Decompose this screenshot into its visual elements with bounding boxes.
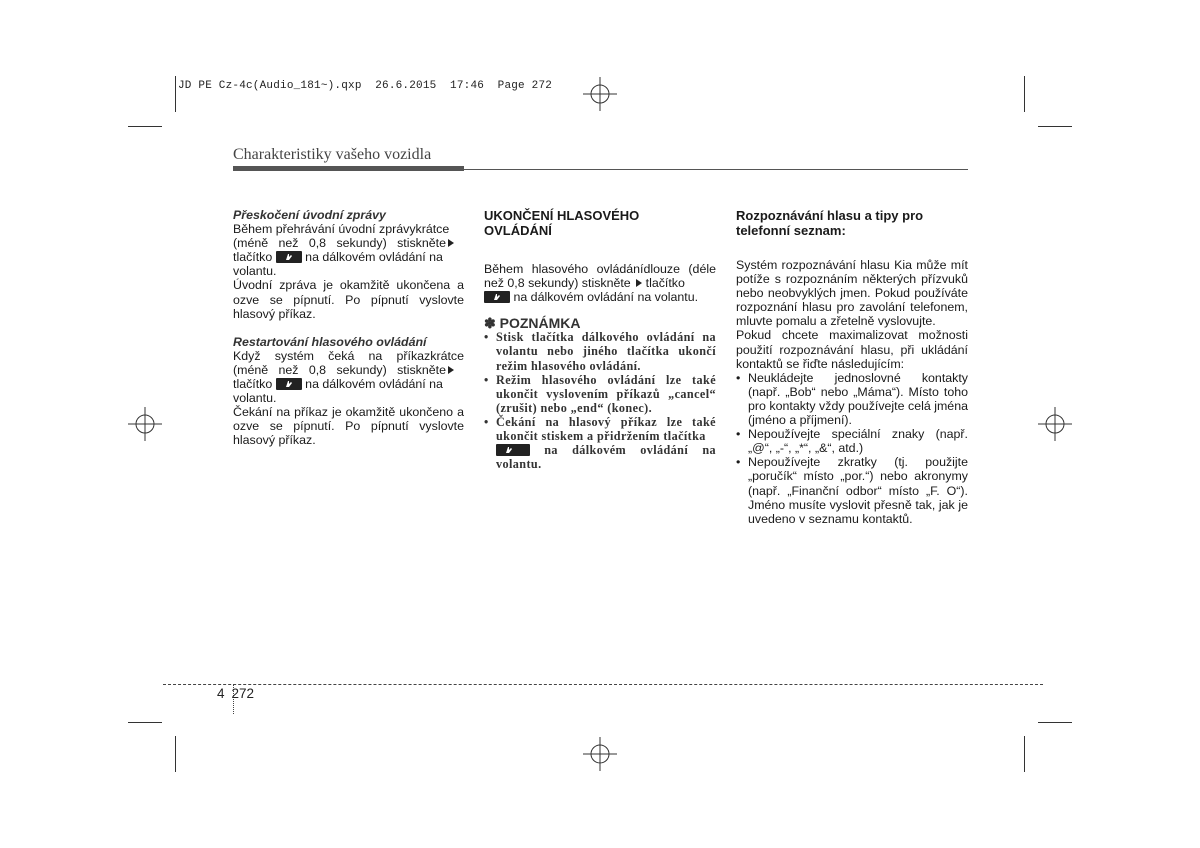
crop-mark [128, 722, 162, 723]
title-bar [233, 166, 464, 171]
list-item: • Nepoužívejte zkratky (tj. použijte „poručík“ místo „por.“) nebo akronymy (např. „Finanční odbor“ místo „F. O“). Jméno musíte vyslovit přesně tak, jak je uvedeno v seznamu kontaktů. [736, 455, 968, 525]
registration-mark-icon [1038, 407, 1072, 441]
crop-mark [1038, 126, 1072, 127]
voice-talk-button-icon [496, 444, 530, 456]
list-item: • Nepoužívejte speciální znaky (např. „@“, „-“, „*“, „&“, atd.) [736, 427, 968, 455]
note-item [484, 415, 716, 471]
crop-mark [175, 736, 176, 772]
paragraph-line [233, 236, 464, 250]
right-triangle-icon [448, 239, 454, 247]
list-item: • Neukládejte jednoslovné kontakty (např. „Bob“ nebo „Máma“). Místo toho pro kontakty vždy používejte celá jména (jméno a příjmení). [736, 371, 968, 427]
voice-talk-button-icon [276, 251, 302, 263]
text-line: Když systém čeká na příkazkrátce [233, 348, 464, 363]
page-number-value: 272 [231, 686, 255, 701]
note-item: • Režim hlasového ovládání lze také ukončit vyslovením příkazů „cancel“ (zrušit) nebo „end“ (konec). [484, 373, 716, 415]
crop-mark [1038, 722, 1072, 723]
crop-mark [1024, 76, 1025, 112]
paragraph: Pokud chcete maximalizovat možnosti použití rozpoznávání hlasu, při ukládání kontaktů se řiďte následujícím: [736, 328, 968, 371]
registration-mark-icon [583, 737, 617, 771]
section-heading: UKONČENÍ HLASOVÉHO OVLÁDÁNÍ [484, 208, 640, 238]
paragraph-line [233, 222, 464, 236]
title-rule [464, 169, 968, 170]
paragraph-line [484, 276, 716, 290]
page-number [217, 686, 254, 701]
text-line: Během hlasového ovládánídlouze (déle [484, 262, 716, 276]
text-line: tlačítko [233, 377, 273, 392]
paragraph-line [484, 290, 716, 304]
paragraph-line [233, 363, 464, 377]
paragraph: Systém rozpoznávání hlasu Kia může mít potíže s rozpoznáním některých přízvuků nebo neobvyklých jmen. Pokud používáte rozpoznání hlasu pro zavolání telefonem, mluvte pomalu a zřetelně vyslovujte. [736, 258, 968, 329]
text-line: tlačítko [645, 276, 685, 291]
note-item-text: Čekání na hlasový příkaz lze také ukončit stiskem a přidržením tlačítka [496, 414, 716, 444]
paragraph-line [233, 377, 464, 391]
right-triangle-icon [448, 366, 454, 374]
note-item: • Stisk tlačítka dálkového ovládání na volantu nebo jiného tlačítka ukončí režim hlasového ovládání. [484, 330, 716, 372]
text-line: na dálkovém ovládání na [305, 250, 443, 265]
right-triangle-icon [636, 279, 642, 287]
section-heading: Přeskočení úvodní zprávy [233, 208, 386, 222]
text-line: (méně než 0,8 sekundy) stiskněte [233, 362, 446, 377]
crop-mark [1024, 736, 1025, 772]
paragraph-line [484, 262, 716, 276]
text-line: než 0,8 sekundy) stiskněte [484, 276, 631, 291]
text-line: (méně než 0,8 sekundy) stiskněte [233, 236, 446, 251]
note-item-tail: na dálkovém ovládání na volantu. [496, 443, 717, 472]
section-heading: Rozpoznávání hlasu a tipy pro telefonní seznam: [736, 208, 924, 238]
text-line: Během přehrávání úvodní zprávykrátce [233, 222, 450, 237]
left-column [233, 208, 464, 448]
registration-mark-icon [128, 407, 162, 441]
paragraph: Úvodní zpráva je okamžitě ukončena a ozve se pípnutí. Po pípnutí vyslovte hlasový příkaz. [233, 278, 464, 321]
text-line: volantu. [233, 391, 277, 406]
middle-column [484, 208, 716, 471]
note-heading: ✽ POZNÁMKA [484, 315, 581, 332]
crop-mark [175, 76, 176, 112]
tips-list [736, 371, 968, 526]
paragraph: Čekání na příkaz je okamžitě ukončeno a ozve se pípnutí. Po pípnutí vyslovte hlasový příkaz. [233, 405, 464, 448]
paragraph-line [233, 250, 464, 264]
paragraph-line [233, 349, 464, 363]
right-column [736, 208, 968, 526]
text-line: tlačítko [233, 250, 273, 265]
crop-mark [128, 126, 162, 127]
registration-mark-icon [583, 77, 617, 111]
page-title: Charakteristiky vašeho vozidla [233, 146, 432, 163]
footer-rule [163, 684, 1043, 685]
voice-talk-button-icon [276, 378, 302, 390]
text-line: volantu. [233, 264, 277, 279]
text-line: na dálkovém ovládání na volantu. [513, 290, 699, 305]
note-list [484, 330, 716, 471]
voice-talk-button-icon [484, 291, 510, 303]
text-line: na dálkovém ovládání na [305, 377, 443, 392]
section-heading: Restartování hlasového ovládání [233, 334, 427, 349]
print-header: JD PE Cz-4c(Audio_181~).qxp 26.6.2015 17:46 Page 272 [178, 80, 553, 92]
section-number: 4 [217, 686, 225, 701]
